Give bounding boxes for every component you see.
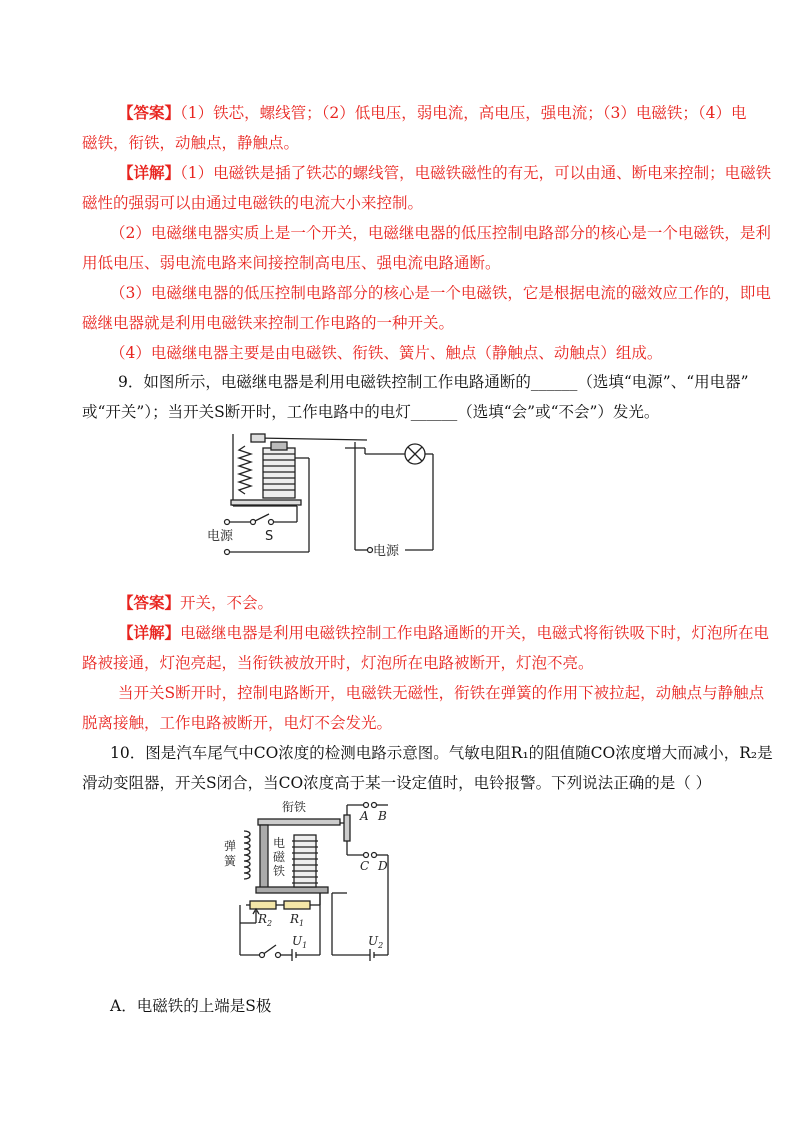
q10-co-detector-figure: [220, 795, 420, 970]
q9-para2-line-1: 当开关S断开时，控制电路断开，电磁铁无磁性，衔铁在弹簧的作用下被拉起，动触点与静触点: [118, 684, 765, 702]
detail-tag: 【详解】: [118, 163, 181, 182]
u1-letter: U: [292, 934, 303, 948]
fig-label-contact-c: C: [360, 859, 370, 873]
u1-subscript: 1: [302, 941, 308, 950]
u2-subscript: 2: [378, 941, 384, 950]
q8-answer-line-1: [118, 103, 746, 123]
q9-answer-line: [118, 593, 273, 613]
fig-label-em-3: 铁: [273, 864, 286, 878]
q9-stem-line-2: 或“开关”）；当开关S断开时，工作电路中的电灯______（选填“会”或“不会”）发光。: [82, 403, 660, 421]
q10-stem-line-1: 10．图是汽车尾气中CO浓度的检测电路示意图。气敏电阻R₁的阻值随CO浓度增大而减小，R₂是: [110, 744, 773, 762]
r2-subscript: 2: [267, 919, 273, 928]
q9-relay-figure: [205, 428, 445, 568]
fig-label-spring-1: 弹: [224, 839, 237, 853]
fig-label-spring-2: 簧: [224, 854, 237, 868]
fig-label-em-2: 磁: [273, 850, 286, 864]
q8-detail-line-2: 磁性的强弱可以由通过电磁铁的电流大小来控制。: [82, 194, 424, 212]
q10-option-a: A．电磁铁的上端是S极: [110, 997, 272, 1015]
r1-letter: R: [290, 912, 300, 926]
answer-tag: 【答案】: [118, 103, 181, 122]
fig-label-armature: 衔铁: [282, 800, 307, 814]
r2-letter: R: [258, 912, 268, 926]
fig-label-contact-d: D: [378, 859, 388, 873]
q8-para3-line-1: （3）电磁继电器的低压控制电路部分的核心是一个电磁铁，它是根据电流的磁效应工作的，即电: [110, 284, 771, 302]
q8-para2-line-2: 用低电压、弱电流电路来间接控制高电压、强电流电路通断。: [82, 254, 501, 272]
detail-text: 电磁继电器是利用电磁铁控制工作电路通断的开关，电磁式将衔铁吸下时，灯泡所在电: [180, 624, 770, 642]
fig-label-contact-b: B: [378, 809, 387, 823]
answer-text: （1）铁芯，螺线管；（2）低电压，弱电流，高电压，强电流；（3）电磁铁；（4）电: [180, 104, 747, 122]
fig-label-r1: [289, 912, 304, 928]
fig-label-power-work: 电源: [373, 544, 400, 559]
fig-label-switch: S: [265, 529, 274, 544]
fig-label-em-1: 电: [273, 836, 286, 850]
detail-tag: 【详解】: [118, 623, 181, 642]
q9-detail-line-2: 路被接通，灯泡亮起，当衔铁被放开时，灯泡所在电路被断开，灯泡不亮。: [82, 654, 594, 672]
q8-para2-line-1: （2）电磁继电器实质上是一个开关，电磁继电器的低压控制电路部分的核心是一个电磁铁，是利: [110, 224, 771, 242]
q9-stem-line-1: 9．如图所示，电磁继电器是利用电磁铁控制工作电路通断的______（选填“电源”、“用电器”: [118, 373, 749, 391]
q8-para4-line-1: （4）电磁继电器主要是由电磁铁、衔铁、簧片、触点（静触点、动触点）组成。: [110, 344, 663, 362]
fig-label-u1: [292, 934, 307, 950]
answer-tag: 【答案】: [118, 593, 181, 612]
q8-detail-line-1: [118, 163, 771, 183]
q8-para3-line-2: 磁继电器就是利用电磁铁来控制工作电路的一种开关。: [82, 314, 455, 332]
answer-text: 开关，不会。: [180, 594, 274, 612]
fig-label-contact-a: A: [360, 809, 369, 823]
fig-label-power-control: 电源: [207, 529, 234, 544]
fig-label-r2: [257, 912, 272, 928]
fig-label-u2: [368, 934, 383, 950]
q9-para2-line-2: 脱离接触，工作电路被断开，电灯不会发光。: [82, 714, 393, 732]
r1-subscript: 1: [299, 919, 305, 928]
q9-detail-line-1: [118, 623, 769, 643]
detail-text: （1）电磁铁是插了铁芯的螺线管，电磁铁磁性的有无，可以由通、断电来控制；电磁铁: [180, 164, 772, 182]
q8-answer-line-2: 磁铁，衔铁，动触点，静触点。: [82, 134, 300, 152]
q10-stem-line-2: 滑动变阻器，开关S闭合，当CO浓度高于某一设定值时，电铃报警。下列说法正确的是（ ）: [82, 774, 712, 792]
u2-letter: U: [368, 934, 379, 948]
